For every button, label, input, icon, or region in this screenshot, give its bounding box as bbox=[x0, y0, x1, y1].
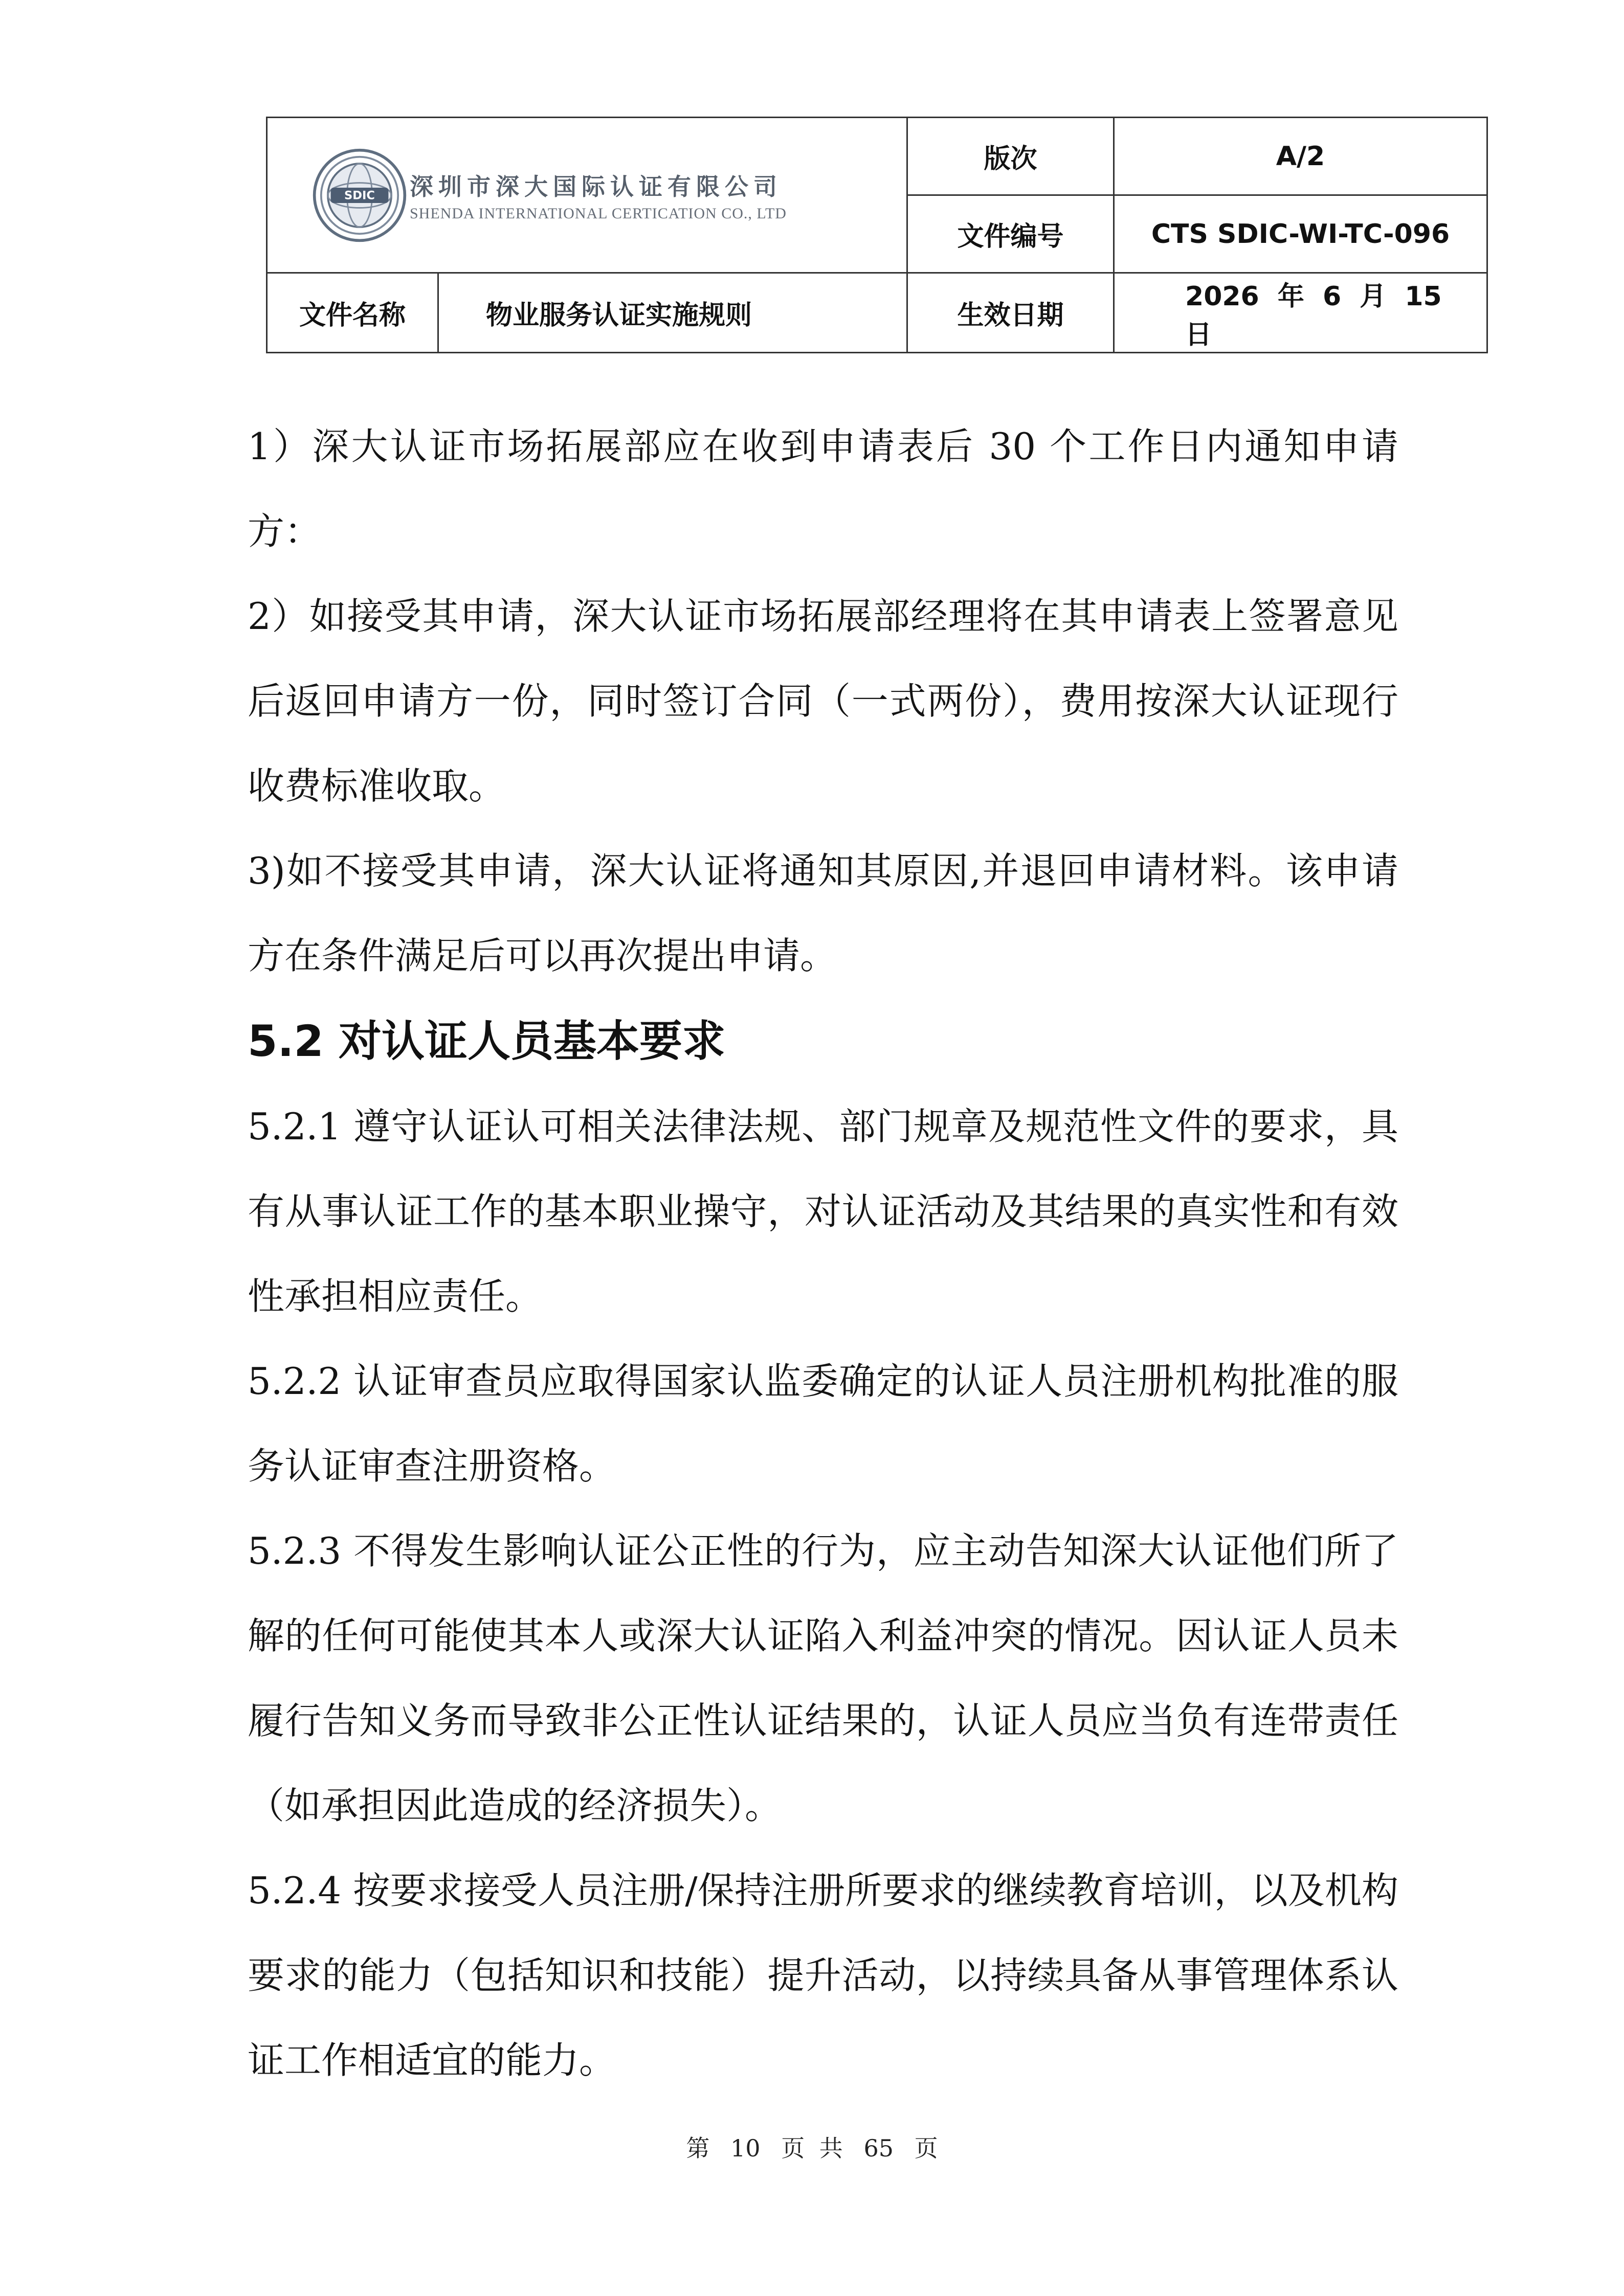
company-name-en: SHENDA INTERNATIONAL CERTICATION CO., LTD bbox=[410, 205, 787, 222]
doc-name-label: 文件名称 bbox=[267, 273, 438, 353]
edition-value: A/2 bbox=[1114, 118, 1487, 195]
company-logo bbox=[268, 147, 906, 243]
doc-name-value: 物业服务认证实施规则 bbox=[438, 273, 907, 353]
footer-prefix: 第 bbox=[686, 2134, 710, 2162]
document-body bbox=[248, 404, 1398, 2103]
footer-current-page: 10 bbox=[730, 2134, 761, 2162]
doc-number-value: CTS SDIC-WI-TC-096 bbox=[1114, 195, 1487, 273]
body-paragraph: 5.2.3 不得发生影响认证公正性的行为，应主动告知深大认证他们所了解的任何可能使其本人或深大认证陷入利益冲突的情况。因认证人员未履行告知义务而导致非公正性认证结果的，认证人员应当负有连带责任（如承担因此造成的经济损失）。 bbox=[248, 1529, 1398, 1827]
sdic-seal-icon bbox=[312, 147, 408, 243]
page-footer bbox=[0, 2130, 1624, 2164]
effective-date-label: 生效日期 bbox=[907, 273, 1114, 353]
effective-date-value: 2026 年 6 月 15 日 bbox=[1114, 273, 1487, 353]
company-name-cn: 深圳市深大国际认证有限公司 bbox=[410, 172, 782, 200]
body-paragraph: 5.2.4 按要求接受人员注册/保持注册所要求的继续教育培训，以及机构要求的能力（包括知识和技能）提升活动，以持续具备从事管理体系认证工作相适宜的能力。 bbox=[248, 1869, 1398, 2082]
footer-total-pages: 65 bbox=[863, 2134, 894, 2162]
svg-text:SDIC: SDIC bbox=[344, 189, 375, 202]
company-logo-cell bbox=[267, 118, 907, 273]
body-paragraph: 5.2.1 遵守认证认可相关法律法规、部门规章及规范性文件的要求，具有从事认证工作的基本职业操守，对认证活动及其结果的真实性和有效性承担相应责任。 bbox=[248, 1105, 1398, 1318]
document-header-table bbox=[266, 117, 1488, 353]
body-paragraph: 3)如不接受其申请，深大认证将通知其原因,并退回申请材料。该申请方在条件满足后可以再次提出申请。 bbox=[248, 849, 1398, 977]
section-heading: 5.2 对认证人员基本要求 bbox=[248, 1016, 726, 1066]
footer-suffix: 页 bbox=[914, 2134, 938, 2162]
body-paragraph: 2）如接受其申请，深大认证市场拓展部经理将在其申请表上签署意见后返回申请方一份，同时签订合同（一式两份），费用按深大认证现行收费标准收取。 bbox=[248, 595, 1398, 807]
edition-label: 版次 bbox=[907, 118, 1114, 195]
footer-middle: 页 共 bbox=[781, 2134, 843, 2162]
company-name-block bbox=[410, 168, 787, 222]
doc-number-label: 文件编号 bbox=[907, 195, 1114, 273]
body-paragraph: 1）深大认证市场拓展部应在收到申请表后 30 个工作日内通知申请方： bbox=[248, 425, 1398, 553]
body-paragraph: 5.2.2 认证审查员应取得国家认监委确定的认证人员注册机构批准的服务认证审查注册资格。 bbox=[248, 1360, 1398, 1488]
